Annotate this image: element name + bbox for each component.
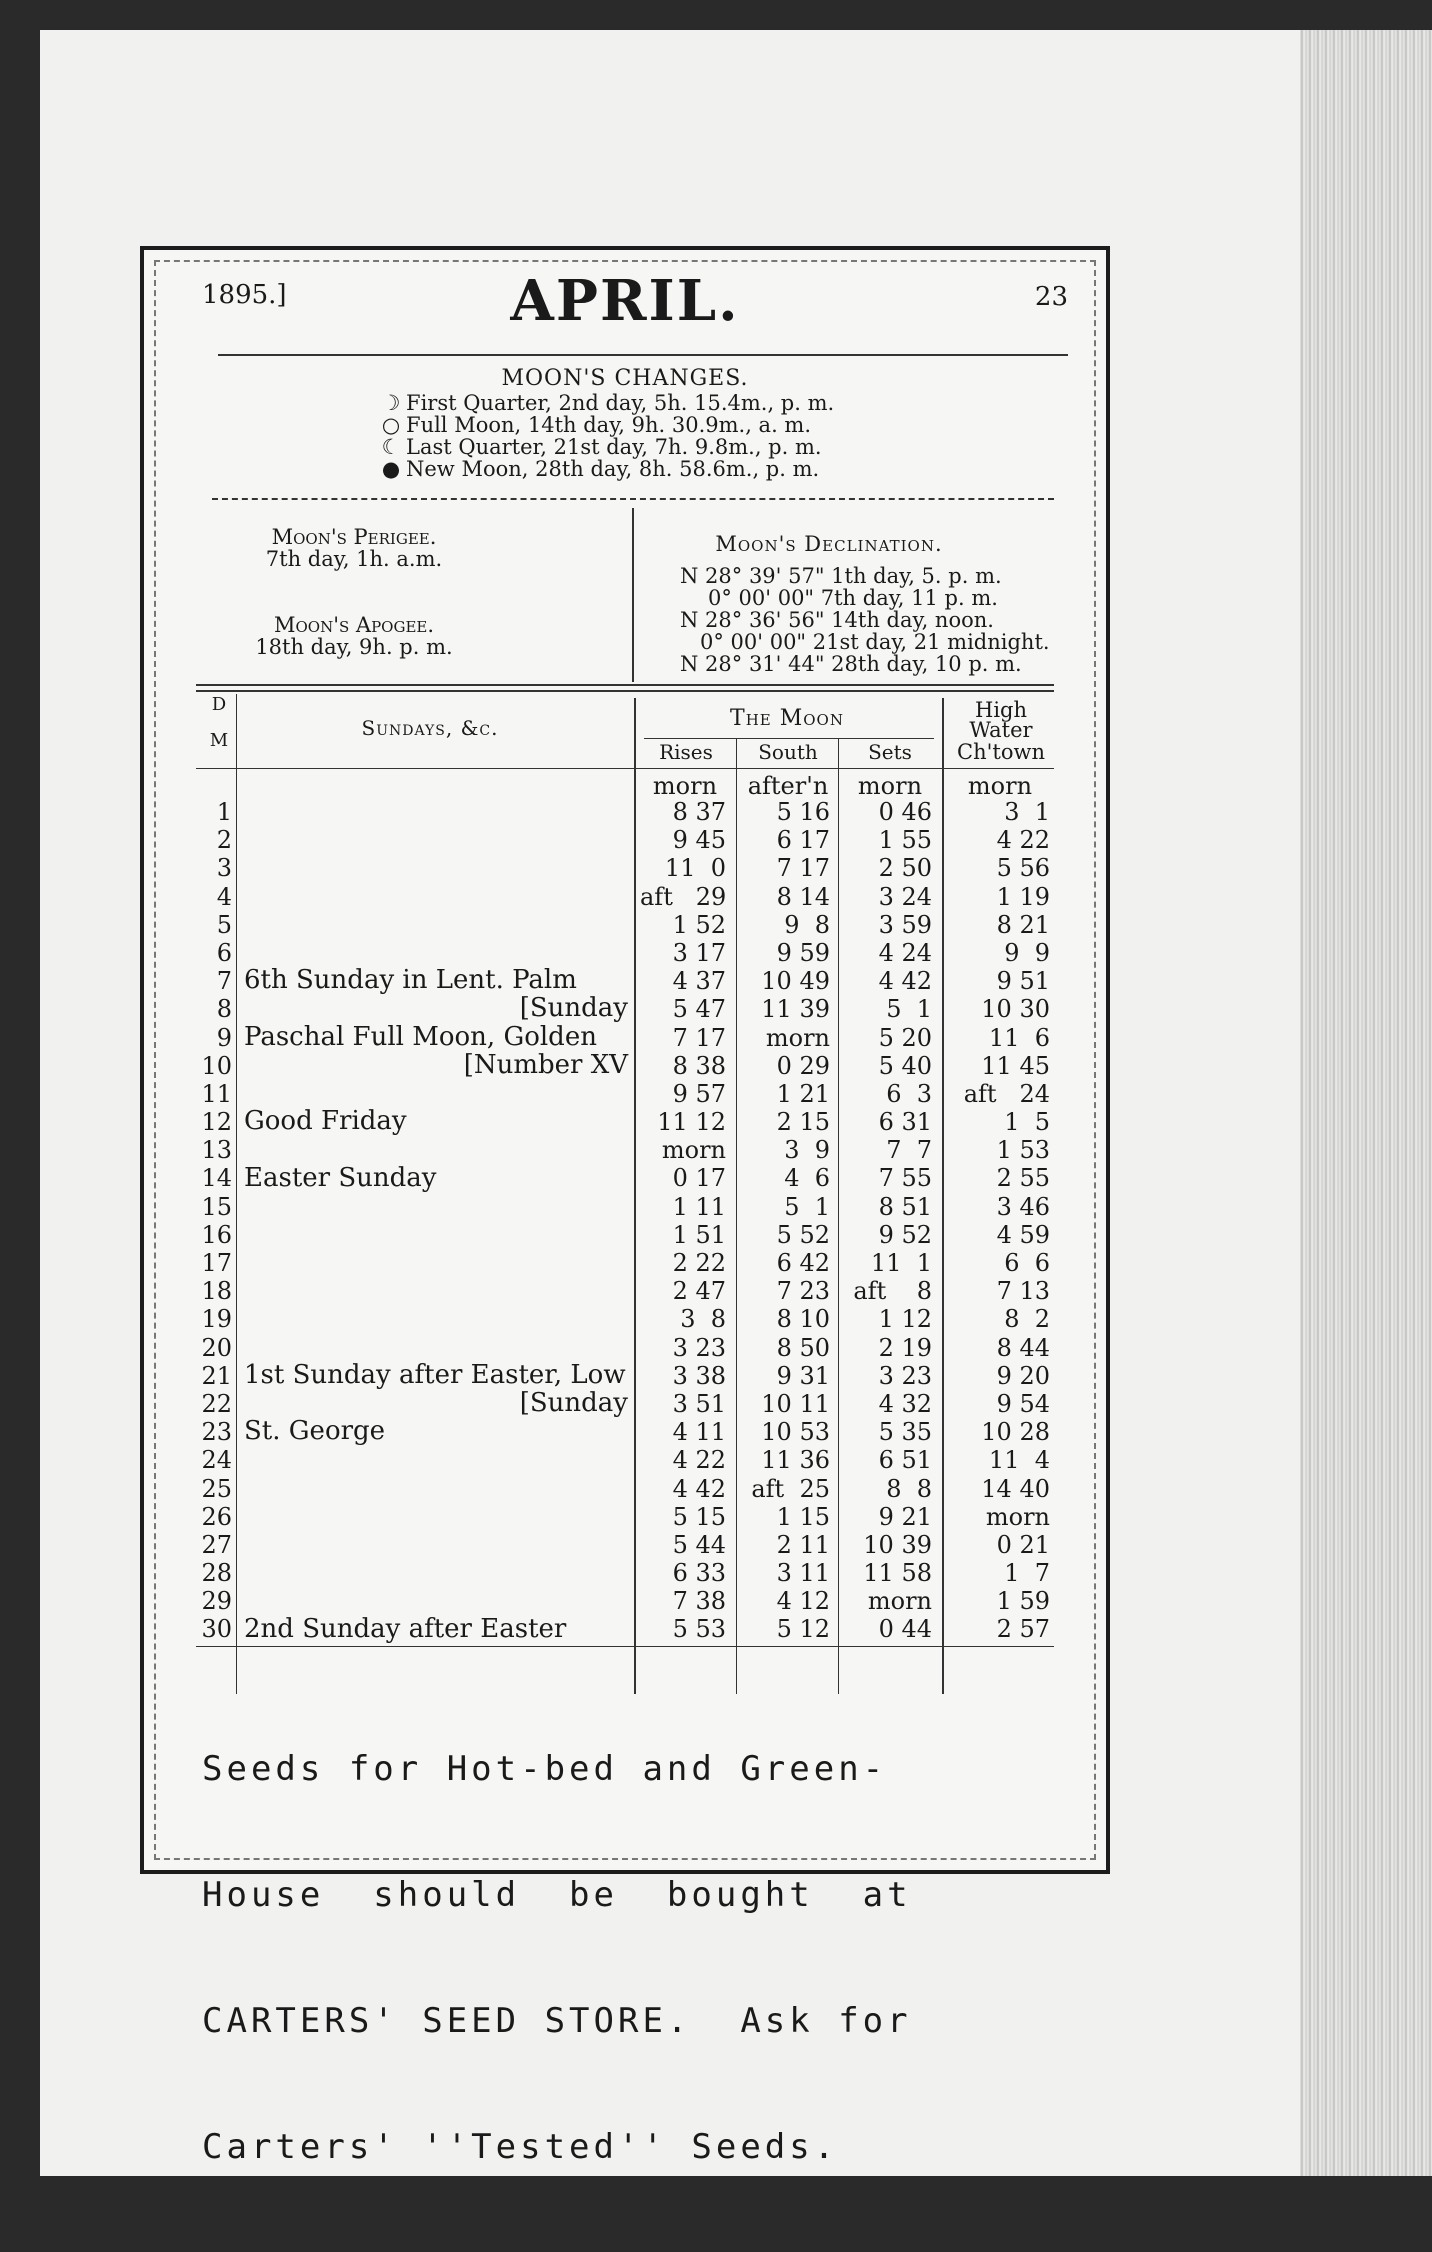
rises-cell: 6 33 [672, 1559, 726, 1588]
sets-cell: 1 55 [878, 826, 932, 855]
south-cell: 1 21 [776, 1079, 830, 1108]
moon-change-text: First Quarter, 2nd day, 5h. 15.4m., p. m. [406, 391, 835, 415]
event-text: Good Friday [244, 1106, 407, 1137]
south-cell: 11 36 [761, 1446, 830, 1475]
perigee-title: Moon's Perigee. [271, 525, 437, 549]
rises-cell: 1 51 [672, 1220, 726, 1249]
rises-cell: 3 8 [680, 1305, 726, 1334]
section-rule [212, 498, 1054, 500]
high-water-cell: 2 55 [996, 1164, 1050, 1193]
moon-changes-title: MOON'S CHANGES. [501, 366, 749, 391]
south-cell: 3 11 [776, 1559, 830, 1588]
day-cell: 17 [201, 1249, 232, 1277]
rises-cell: 7 17 [672, 1023, 726, 1052]
perigee-block [234, 526, 474, 570]
south-cell: 9 59 [776, 938, 830, 967]
day-cell: 25 [201, 1474, 232, 1503]
south-cell: 10 11 [761, 1389, 830, 1418]
sets-cell: 10 39 [863, 1530, 932, 1559]
header-bottom-rule [196, 768, 1054, 769]
high-water-cell: 11 4 [988, 1446, 1050, 1475]
rises-cell: 5 47 [672, 995, 726, 1024]
new-moon-icon: ● [381, 457, 401, 481]
col-divider [942, 698, 944, 1694]
south-cell: 5 12 [776, 1615, 830, 1644]
rises-cell: 5 15 [672, 1502, 726, 1531]
day-header-m: M [209, 730, 229, 751]
day-cell: 1 [216, 798, 232, 826]
day-cell: 23 [201, 1418, 232, 1447]
day-cell: 28 [201, 1559, 232, 1588]
col-divider [736, 738, 737, 1694]
high-water-cell: 9 20 [996, 1361, 1050, 1390]
sundays-column [244, 798, 628, 1644]
day-cell: 12 [201, 1108, 232, 1137]
rises-cell: 3 17 [672, 938, 726, 967]
last-quarter-icon: ☾ [381, 435, 401, 459]
moon-change-text: New Moon, 28th day, 8h. 58.6m., p. m. [406, 457, 820, 481]
rises-cell: 2 22 [672, 1249, 726, 1277]
sets-cell: 5 35 [878, 1418, 932, 1447]
moon-change-item [376, 458, 834, 480]
rises-cell: 4 42 [672, 1474, 726, 1503]
south-cell: morn [765, 1023, 830, 1052]
rises-cell: 4 37 [672, 967, 726, 996]
declination-line: 0° 00' 00" 21st day, 21 midnight. [700, 630, 1050, 654]
rises-header: Rises [659, 740, 713, 764]
day-cell: 22 [201, 1389, 232, 1418]
sets-top: morn [857, 772, 923, 800]
declination-line: 0° 00' 00" 7th day, 11 p. m. [708, 586, 998, 610]
south-cell: aft 25 [751, 1474, 830, 1503]
sets-cell: 4 42 [878, 967, 932, 996]
sets-cell: 6 51 [878, 1446, 932, 1475]
sets-cell: 9 52 [878, 1220, 932, 1249]
rises-cell: 8 37 [672, 798, 726, 826]
high-water-cell: 9 51 [996, 967, 1050, 996]
rises-cell: 11 0 [664, 854, 726, 883]
day-cell: 30 [201, 1615, 232, 1644]
year-label: 1895.] [202, 280, 287, 310]
rises-cell: 3 23 [672, 1333, 726, 1362]
sets-cell: 3 23 [878, 1361, 932, 1390]
day-cell: 18 [201, 1277, 232, 1306]
south-cell: 0 29 [776, 1051, 830, 1080]
south-cell: 8 10 [776, 1305, 830, 1334]
sets-cell: 2 19 [878, 1333, 932, 1362]
south-column [742, 798, 830, 1644]
event-text: 6th Sunday in Lent. Palm [244, 965, 577, 996]
rises-cell: 8 38 [672, 1051, 726, 1080]
col-divider [838, 738, 839, 1694]
sets-cell: 4 32 [878, 1389, 932, 1418]
south-top: after'n [747, 772, 829, 800]
rises-cell: 0 17 [672, 1164, 726, 1193]
high-water-cell: 3 46 [996, 1192, 1050, 1221]
sets-cell: 0 46 [878, 798, 932, 826]
high-water-header-3: Ch'town [957, 740, 1045, 764]
day-cell: 10 [201, 1051, 232, 1080]
south-cell: 9 8 [784, 910, 830, 939]
high-water-header-2: Water [969, 718, 1033, 742]
event-text: 2nd Sunday after Easter [244, 1613, 567, 1644]
day-cell: 20 [201, 1333, 232, 1362]
high-water-cell: 3 1 [1004, 798, 1050, 826]
moon-change-text: Last Quarter, 21st day, 7h. 9.8m., p. m. [406, 435, 822, 459]
day-cell: 6 [216, 938, 232, 967]
sets-cell: 11 1 [870, 1249, 932, 1277]
sets-cell: 6 31 [878, 1108, 932, 1137]
sets-cell: 9 21 [878, 1502, 932, 1531]
sets-cell: 3 24 [878, 882, 932, 911]
apogee-text: 18th day, 9h. p. m. [255, 635, 453, 659]
day-cell: 24 [201, 1446, 232, 1475]
day-cell: 11 [201, 1079, 232, 1108]
high-water-column [950, 798, 1050, 1644]
south-cell: 8 14 [776, 882, 830, 911]
event-text: [Sunday [519, 993, 628, 1024]
south-cell: 1 15 [776, 1502, 830, 1531]
declination-title: Moon's Declination. [715, 532, 943, 556]
south-cell: 4 6 [784, 1164, 830, 1193]
high-water-header-1: High [975, 698, 1027, 722]
south-cell: 11 39 [761, 995, 830, 1024]
advert-line: Carters' ''Tested'' Seeds. [202, 2127, 839, 2167]
sets-cell: aft 8 [853, 1277, 932, 1306]
sets-cell: morn [867, 1587, 932, 1616]
high-water-cell: morn [985, 1502, 1050, 1531]
high-water-cell: 1 53 [996, 1136, 1050, 1165]
moon-change-text: Full Moon, 14th day, 9h. 30.9m., a. m. [406, 413, 812, 437]
south-cell: 2 15 [776, 1108, 830, 1137]
moon-changes-list [376, 392, 834, 480]
sets-cell: 2 50 [878, 854, 932, 883]
day-cell: 13 [201, 1136, 232, 1165]
advert-line: House should be bought at [202, 1875, 912, 1915]
high-water-cell: 9 9 [1004, 938, 1050, 967]
high-water-cell: 1 5 [1004, 1108, 1050, 1137]
page-title: APRIL. [510, 268, 740, 334]
sets-cell: 8 8 [886, 1474, 932, 1503]
south-cell: 5 1 [784, 1192, 830, 1221]
south-cell: 5 52 [776, 1220, 830, 1249]
advert-line: Seeds for Hot-bed and Green- [202, 1749, 888, 1789]
sets-cell: 1 12 [878, 1305, 932, 1334]
rises-cell: 9 57 [672, 1079, 726, 1108]
high-water-cell: 14 40 [981, 1474, 1050, 1503]
perigee-text: 7th day, 1h. a.m. [265, 547, 443, 571]
high-water-cell: 0 21 [996, 1530, 1050, 1559]
moon-change-item [376, 436, 834, 458]
full-moon-icon: ○ [381, 413, 401, 437]
day-cell: 19 [201, 1305, 232, 1334]
rises-cell: 9 45 [672, 826, 726, 855]
high-water-cell: 10 28 [981, 1418, 1050, 1447]
rises-cell: 3 38 [672, 1361, 726, 1390]
apogee-title: Moon's Apogee. [273, 613, 435, 637]
high-water-cell: 11 6 [988, 1023, 1050, 1052]
south-cell: 9 31 [776, 1361, 830, 1390]
col-divider [634, 698, 636, 1694]
high-water-cell: 1 7 [1004, 1559, 1050, 1588]
south-cell: 6 42 [776, 1249, 830, 1277]
south-cell: 6 17 [776, 826, 830, 855]
sets-cell: 4 24 [878, 938, 932, 967]
high-water-cell: aft 24 [963, 1079, 1050, 1108]
high-water-cell: 8 2 [1004, 1305, 1050, 1334]
rises-cell: 5 44 [672, 1530, 726, 1559]
high-top: morn [967, 772, 1033, 800]
almanac-frame [140, 246, 1110, 2167]
sets-cell: 5 1 [886, 995, 932, 1024]
moon-change-item [376, 414, 834, 436]
declination-line: N 28° 31' 44" 28th day, 10 p. m. [680, 652, 1022, 676]
high-water-cell: 1 19 [996, 882, 1050, 911]
apogee-block [234, 614, 474, 658]
day-column [196, 798, 232, 1644]
rises-cell: aft 29 [640, 882, 727, 911]
rises-column [640, 798, 726, 1644]
event-text: 1st Sunday after Easter, Low [244, 1360, 626, 1390]
south-cell: 2 11 [776, 1530, 830, 1559]
day-header-d: D [211, 694, 227, 715]
day-cell: 15 [201, 1192, 232, 1221]
south-cell: 10 49 [761, 967, 830, 996]
page-edge [1300, 30, 1432, 2176]
south-cell: 7 23 [776, 1277, 830, 1306]
sets-header: Sets [868, 740, 912, 764]
rises-top: morn [652, 772, 718, 800]
advert-line: CARTERS' SEED STORE. Ask for [202, 2001, 912, 2041]
moon-header: The Moon [730, 706, 844, 731]
south-header: South [758, 740, 818, 764]
high-water-cell: 10 30 [981, 995, 1050, 1024]
day-cell: 14 [201, 1164, 232, 1193]
sets-cell: 7 55 [878, 1164, 932, 1193]
day-cell: 16 [201, 1220, 232, 1249]
south-cell: 5 16 [776, 798, 830, 826]
sets-cell: 6 3 [886, 1079, 932, 1108]
south-cell: 10 53 [761, 1418, 830, 1447]
sets-cell: 5 20 [878, 1023, 932, 1052]
rises-cell: 7 38 [672, 1587, 726, 1616]
high-water-cell: 9 54 [996, 1389, 1050, 1418]
rises-cell: 5 53 [672, 1615, 726, 1644]
high-water-cell: 8 21 [996, 910, 1050, 939]
high-water-cell: 11 45 [981, 1051, 1050, 1080]
day-cell: 8 [216, 995, 232, 1024]
sets-cell: 7 7 [886, 1136, 932, 1165]
high-water-cell: 2 57 [996, 1615, 1050, 1644]
south-cell: 7 17 [776, 854, 830, 883]
declination-line: N 28° 36' 56" 14th day, noon. [680, 608, 994, 632]
moon-header-rule [644, 738, 934, 739]
high-water-cell: 1 59 [996, 1587, 1050, 1616]
day-cell: 27 [201, 1530, 232, 1559]
sets-cell: 11 58 [863, 1559, 932, 1588]
rises-cell: 2 47 [672, 1277, 726, 1306]
day-cell: 7 [216, 967, 232, 996]
header-rule [218, 354, 1068, 356]
day-cell: 21 [201, 1361, 232, 1390]
day-cell: 9 [216, 1023, 232, 1052]
event-text: Paschal Full Moon, Golden [244, 1021, 597, 1052]
event-text: [Sunday [519, 1388, 628, 1419]
south-cell: 3 9 [784, 1136, 830, 1165]
day-cell: 3 [216, 854, 232, 883]
table-top-rule [196, 684, 1054, 686]
day-cell: 29 [201, 1587, 232, 1616]
day-cell: 2 [216, 826, 232, 855]
rises-cell: 3 51 [672, 1389, 726, 1418]
sets-cell: 8 51 [878, 1192, 932, 1221]
event-text: Easter Sunday [244, 1162, 437, 1193]
day-cell: 5 [216, 910, 232, 939]
col-divider [236, 694, 237, 1694]
moon-change-item [376, 392, 834, 414]
high-water-cell: 4 59 [996, 1220, 1050, 1249]
page-number: 23 [1034, 282, 1068, 312]
event-text: St. George [244, 1416, 386, 1447]
south-cell: 4 12 [776, 1587, 830, 1616]
day-cell: 26 [201, 1502, 232, 1531]
rises-cell: morn [661, 1136, 726, 1165]
rises-cell: 1 11 [672, 1192, 726, 1221]
high-water-cell: 5 56 [996, 854, 1050, 883]
high-water-cell: 7 13 [996, 1277, 1050, 1306]
sets-column [844, 798, 932, 1644]
rises-cell: 1 52 [672, 910, 726, 939]
sets-cell: 5 40 [878, 1051, 932, 1080]
table-bottom-rule [196, 1646, 1054, 1647]
high-water-cell: 4 22 [996, 826, 1050, 855]
day-cell: 4 [216, 882, 232, 911]
advertisement [202, 1664, 1062, 2252]
rises-cell: 4 22 [672, 1446, 726, 1475]
sets-cell: 0 44 [878, 1615, 932, 1644]
high-water-cell: 8 44 [996, 1333, 1050, 1362]
table-top-rule-2 [196, 690, 1054, 692]
sets-cell: 3 59 [878, 910, 932, 939]
high-water-cell: 6 6 [1004, 1249, 1050, 1277]
rises-cell: 4 11 [672, 1418, 726, 1447]
rises-cell: 11 12 [657, 1108, 726, 1137]
event-text: [Number XV [463, 1049, 628, 1080]
declination-line: N 28° 39' 57" 1th day, 5. p. m. [680, 564, 1002, 588]
first-quarter-icon: ☽ [381, 391, 401, 415]
south-cell: 8 50 [776, 1333, 830, 1362]
sundays-header: Sundays, &c. [361, 716, 499, 740]
